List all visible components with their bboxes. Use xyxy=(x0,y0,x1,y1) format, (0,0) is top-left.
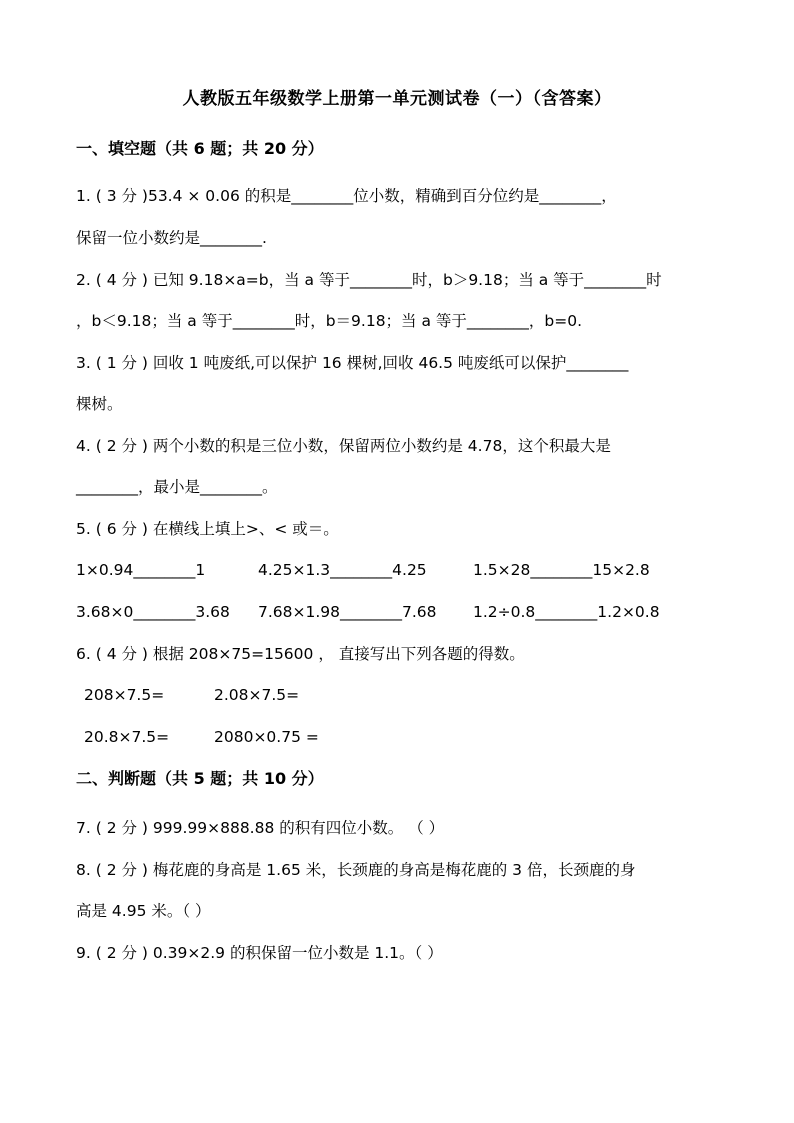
question-9: 9. ( 2 分 ) 0.39×2.9 的积保留一位小数是 1.1。（ ） xyxy=(76,944,443,962)
question-7: 7. ( 2 分 ) 999.99×888.88 的积有四位小数。 （ ） xyxy=(76,819,445,837)
section-fill-in-blanks-heading: 一、填空题（共 6 题；共 20 分） xyxy=(76,139,324,158)
question-1-line-1: 1. ( 3 分 )53.4 × 0.06 的积是________位小数，精确到百分位约是________， xyxy=(76,187,617,205)
comparison-item: 4.25×1.3________4.25 xyxy=(258,561,427,579)
question-8-line-1: 8. ( 2 分 ) 梅花鹿的身高是 1.65 米，长颈鹿的身高是梅花鹿的 3 倍，长颈鹿的身 xyxy=(76,861,636,879)
comparison-item: 1.5×28________15×2.8 xyxy=(473,561,650,579)
comparison-item: 7.68×1.98________7.68 xyxy=(258,603,437,621)
calculation-item: 208×7.5= xyxy=(84,686,165,704)
comparison-item: 1×0.94________1 xyxy=(76,561,206,579)
question-2-line-1: 2. ( 4 分 ) 已知 9.18×a=b，当 a 等于________时，b＞9.18；当 a 等于________时 xyxy=(76,271,662,289)
question-8-line-2: 高是 4.95 米。（ ） xyxy=(76,902,211,920)
comparison-item: 3.68×0________3.68 xyxy=(76,603,230,621)
calculation-item: 20.8×7.5= xyxy=(84,728,170,746)
question-5-line-1: 5. ( 6 分 ) 在横线上填上>、< 或＝。 xyxy=(76,520,339,538)
calculation-item: 2080×0.75 = xyxy=(214,728,319,746)
comparison-item: 1.2÷0.8________1.2×0.8 xyxy=(473,603,660,621)
section-true-false-heading: 二、判断题（共 5 题；共 10 分） xyxy=(76,769,324,788)
question-3-line-2: 棵树。 xyxy=(76,395,123,413)
question-3-line-1: 3. ( 1 分 ) 回收 1 吨废纸,可以保护 16 棵树,回收 46.5 吨废纸可以保护________ xyxy=(76,354,629,372)
calculation-item: 2.08×7.5= xyxy=(214,686,300,704)
question-6-line-1: 6. ( 4 分 ) 根据 208×75=15600 ， 直接写出下列各题的得数。 xyxy=(76,645,525,663)
question-4-line-2: ________，最小是________。 xyxy=(76,478,278,496)
question-1-line-2: 保留一位小数约是________. xyxy=(76,229,267,247)
question-4-line-1: 4. ( 2 分 ) 两个小数的积是三位小数，保留两位小数约是 4.78，这个积最大是 xyxy=(76,437,611,455)
question-2-line-2: ，b＜9.18；当 a 等于________时，b＝9.18；当 a 等于________，b=0. xyxy=(76,312,583,330)
document-title: 人教版五年级数学上册第一单元测试卷（一）（含答案） xyxy=(182,89,612,109)
